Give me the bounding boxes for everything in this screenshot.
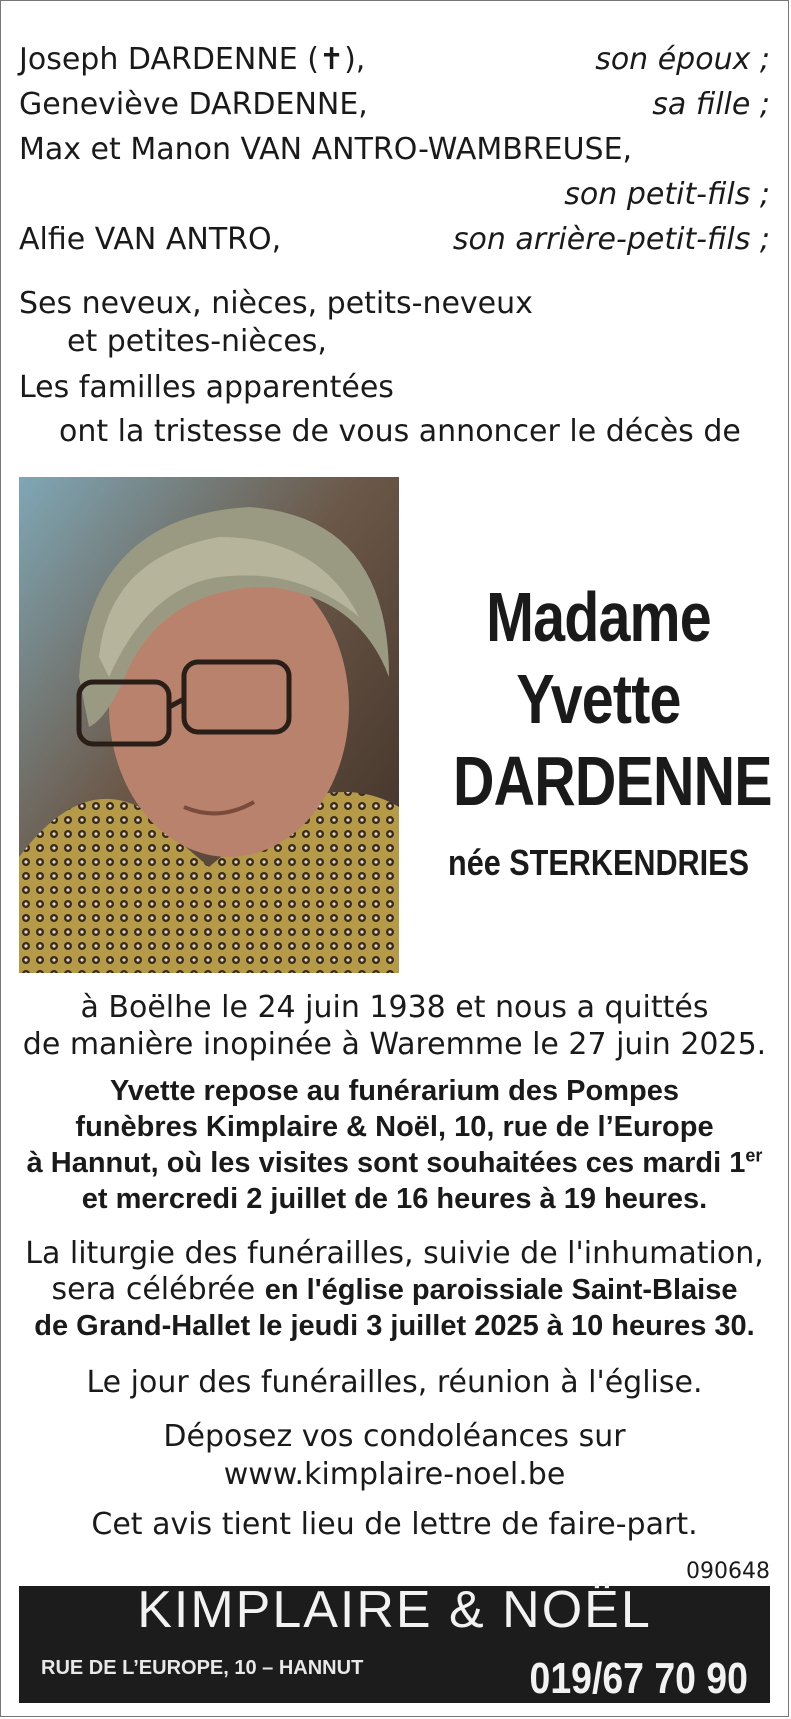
- funeral-home-address: RUE DE L’EUROPE, 10 – HANNUT: [41, 1657, 364, 1679]
- family-row: [19, 176, 770, 216]
- family-relation: son époux ;: [595, 42, 770, 77]
- visit-line: et mercredi 2 juillet de 16 heures à 19 heures.: [81, 1183, 708, 1215]
- portrait-icon: [19, 477, 399, 973]
- maiden-name: née STERKENDRIES: [448, 842, 749, 883]
- superscript: er: [745, 1145, 763, 1166]
- condolences-website-link[interactable]: www.kimplaire-noel.be: [223, 1457, 566, 1492]
- reference-number: 090648: [686, 1559, 770, 1584]
- birth-line: à Boëlhe le 24 juin 1938 et nous a quittés: [80, 990, 709, 1025]
- funeral-home-banner: [19, 1581, 770, 1703]
- portrait-photo: [19, 477, 399, 973]
- family-row: [19, 41, 770, 81]
- meeting-line: Le jour des funérailles, réunion à l'église.: [86, 1365, 703, 1400]
- visit-line: funèbres Kimplaire & Noël, 10, rue de l’Europe: [75, 1111, 714, 1143]
- relatives-line: Les familles apparentées: [19, 370, 394, 405]
- visit-line-text: à Hannut, où les visites sont souhaitées ces mardi 1: [26, 1147, 746, 1179]
- deceased-title: Madame: [486, 578, 711, 656]
- family-row: [19, 221, 770, 261]
- family-name: Alfie VAN ANTRO,: [19, 222, 282, 257]
- family-relation: son petit-fils ;: [564, 177, 770, 212]
- church-name: en l'église paroissiale Saint-Blaise: [264, 1274, 738, 1306]
- liturgy-line: La liturgie des funérailles, suivie de l'inhumation,: [25, 1236, 764, 1271]
- family-relation: sa fille ;: [652, 87, 770, 122]
- family-relation: son arrière-petit-fils ;: [452, 222, 770, 257]
- condolences-line: Déposez vos condoléances sur: [163, 1419, 626, 1454]
- notice-line: Cet avis tient lieu de lettre de faire-part.: [91, 1507, 698, 1542]
- relatives-line: et petites-nièces,: [67, 324, 327, 359]
- deceased-name-block: [421, 576, 776, 881]
- family-row: [19, 131, 770, 171]
- family-name: Max et Manon VAN ANTRO-WAMBREUSE,: [19, 132, 633, 167]
- deceased-first-name: Yvette: [516, 660, 681, 738]
- family-row: [19, 86, 770, 126]
- liturgy-text: sera célébrée: [51, 1272, 265, 1307]
- announcement-line: ont la tristesse de vous annoncer le décès de: [59, 414, 741, 449]
- relatives-line: Ses neveux, nièces, petits-neveux: [19, 286, 533, 321]
- liturgy-line: [11, 1271, 778, 1309]
- visit-line: [11, 1145, 778, 1182]
- funeral-home-name: KIMPLAIRE & NOËL: [137, 1581, 652, 1639]
- liturgy-date-line: de Grand-Hallet le jeudi 3 juillet 2025 à 10 heures 30.: [34, 1310, 755, 1342]
- deceased-last-name: DARDENNE: [452, 742, 772, 820]
- visit-line: Yvette repose au funérarium des Pompes: [110, 1075, 679, 1107]
- death-line: de manière inopinée à Waremme le 27 juin 2025.: [22, 1027, 767, 1062]
- family-name: Geneviève DARDENNE,: [19, 87, 368, 122]
- funeral-home-phone[interactable]: 019/67 70 90: [529, 1654, 748, 1703]
- family-name: Joseph DARDENNE (✝),: [19, 42, 366, 77]
